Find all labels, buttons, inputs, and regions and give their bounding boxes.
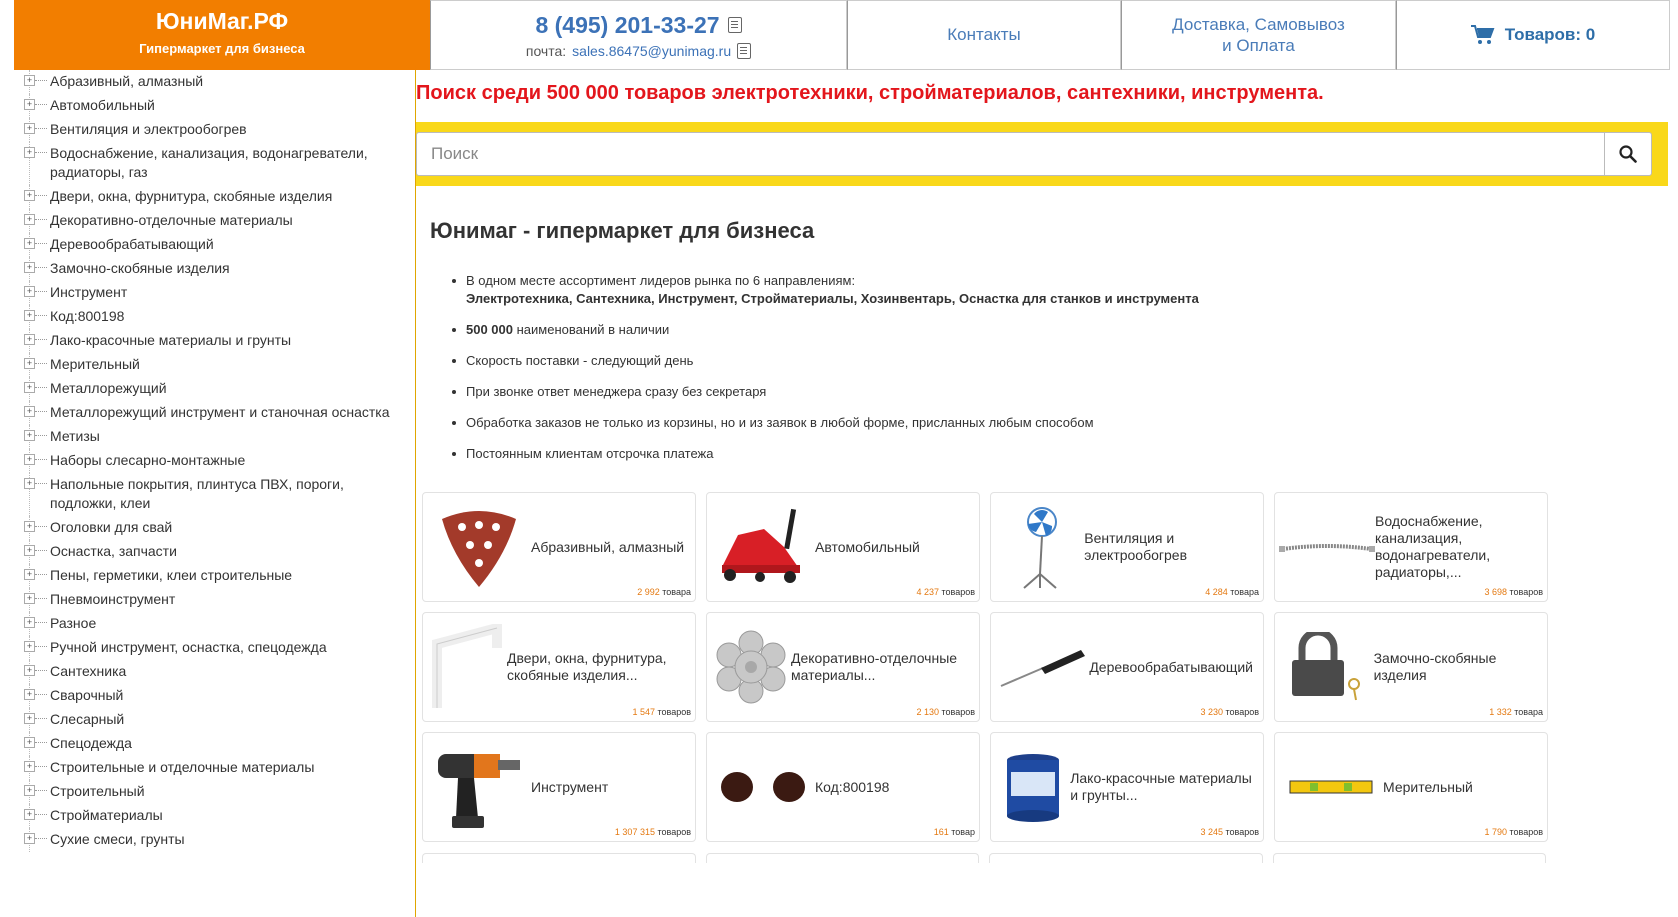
count-unit: товара — [662, 587, 691, 597]
tree-connector — [35, 550, 47, 551]
tree-connector — [35, 622, 47, 623]
tree-connector — [35, 742, 47, 743]
tree-connector — [35, 814, 47, 815]
benefit-item: Скорость поставки - следующий день — [466, 352, 1668, 370]
door-frame-icon — [427, 622, 507, 712]
category-card[interactable] — [1274, 732, 1548, 842]
tree-connector — [35, 152, 47, 153]
search-button[interactable] — [1604, 132, 1652, 176]
search-input[interactable] — [416, 132, 1604, 176]
category-card-count — [916, 707, 975, 717]
padlock-icon — [1279, 622, 1374, 712]
sidebar-item-label: Разное — [50, 615, 97, 631]
sidebar-item[interactable] — [14, 684, 415, 708]
count-unit: товаров — [1509, 827, 1543, 837]
logo-title: ЮниМаг.РФ — [155, 8, 289, 34]
category-card-count — [1489, 707, 1543, 717]
logo-subtitle: Гипермаркет для бизнеса — [139, 41, 305, 56]
mail-label: почта: — [525, 42, 567, 59]
sidebar-item-label: Абразивный, алмазный — [50, 73, 204, 89]
tree-connector — [35, 387, 47, 388]
header — [14, 0, 1678, 70]
category-card-title: Автомобильный — [815, 538, 920, 555]
sidebar-item[interactable] — [14, 70, 415, 94]
category-card-title: Мерительный — [1383, 778, 1473, 795]
expand-icon[interactable]: + — [24, 334, 35, 345]
contacts-link[interactable] — [847, 0, 1121, 70]
category-card[interactable] — [1273, 853, 1547, 863]
expand-icon[interactable]: + — [24, 593, 35, 604]
rosette-icon — [711, 622, 791, 712]
category-card-title: Деревообрабатывающий — [1089, 658, 1253, 675]
expand-icon[interactable]: + — [24, 123, 35, 134]
sidebar-item[interactable] — [14, 233, 415, 257]
sidebar-item[interactable] — [14, 449, 415, 473]
sidebar-item[interactable] — [14, 804, 415, 828]
sidebar-item-label: Наборы слесарно-монтажные — [50, 452, 246, 468]
category-card[interactable] — [1274, 492, 1548, 602]
expand-icon[interactable]: + — [24, 665, 35, 676]
sidebar-item[interactable] — [14, 708, 415, 732]
sidebar-item-label: Строительный — [50, 783, 145, 799]
tree-connector — [35, 363, 47, 364]
benefit-directions: Электротехника, Сантехника, Инструмент, Стройматериалы, Хозинвентарь, Оснастка для станков и инструмента — [466, 291, 1199, 306]
benefits-list — [430, 272, 1668, 463]
tree-connector — [35, 790, 47, 791]
category-card-title: Замочно-скобяные изделия — [1373, 650, 1497, 683]
sidebar-item-label: Декоративно-отделочные материалы — [50, 212, 293, 228]
tree-connector — [35, 339, 47, 340]
category-card-title: Декоративно-отделочные материалы... — [791, 650, 958, 683]
sidebar-item-label: Сварочный — [50, 687, 124, 703]
category-card-title: Инструмент — [531, 778, 609, 795]
category-card[interactable] — [706, 492, 980, 602]
sidebar-item[interactable] — [14, 588, 415, 612]
mail-link[interactable]: sales.86475@yunimag.ru — [572, 42, 732, 59]
sidebar-item[interactable] — [14, 660, 415, 684]
category-card-count — [615, 827, 691, 837]
sidebar-item-label: Сухие смеси, грунты — [50, 831, 185, 847]
sidebar-item[interactable] — [14, 118, 415, 142]
sidebar-item[interactable] — [14, 425, 415, 449]
expand-icon[interactable]: + — [24, 545, 35, 556]
delivery-label-line1: Доставка, Самовывоз — [1172, 15, 1345, 34]
tree-connector — [35, 291, 47, 292]
sidebar-item-label: Стройматериалы — [50, 807, 163, 823]
benefit-text: В одном месте ассортимент лидеров рынка по 6 направлениям: — [466, 273, 856, 288]
category-card[interactable] — [989, 853, 1263, 863]
delivery-label-line2: и Оплата — [1222, 36, 1295, 55]
benefit-count: 500 000 — [466, 322, 513, 337]
cart-button[interactable] — [1396, 0, 1670, 70]
tree-connector — [35, 694, 47, 695]
sidebar-item-label: Пены, герметики, клеи строительные — [50, 567, 293, 583]
category-tree — [14, 70, 416, 917]
sidebar-item-label: Вентиляция и электрообогрев — [50, 121, 247, 137]
count-unit: товар — [951, 827, 975, 837]
tree-connector — [35, 646, 47, 647]
tree-connector — [35, 670, 47, 671]
sidebar-item[interactable] — [14, 612, 415, 636]
hose-icon — [1279, 502, 1375, 592]
count-value: 3 245 — [1200, 827, 1223, 837]
expand-icon[interactable]: + — [24, 689, 35, 700]
search-icon — [1619, 145, 1637, 163]
sidebar-item-label: Инструмент — [50, 284, 128, 300]
sidebar-item-label: Металлорежущий — [50, 380, 167, 396]
category-grid-next-row — [422, 853, 1546, 863]
search-bar — [416, 122, 1668, 186]
sidebar-item-label: Строительные и отделочные материалы — [50, 759, 315, 775]
benefit-item — [466, 321, 1668, 339]
sidebar-item-label: Сантехника — [50, 663, 127, 679]
expand-icon[interactable]: + — [24, 521, 35, 532]
count-value: 2 130 — [916, 707, 939, 717]
expand-icon[interactable]: + — [24, 833, 35, 844]
tree-connector — [35, 574, 47, 575]
tree-connector — [35, 243, 47, 244]
benefit-item: Обработка заказов не только из корзины, но и из заявок в любой форме, присланных любым способом — [466, 414, 1668, 432]
tree-connector — [35, 219, 47, 220]
phone-number[interactable]: 8 (495) 201-33-27 — [535, 11, 720, 38]
count-unit: товаров — [1225, 827, 1259, 837]
count-value: 4 237 — [916, 587, 939, 597]
category-card[interactable] — [990, 732, 1264, 842]
count-value: 1 332 — [1489, 707, 1512, 717]
tree-connector — [35, 483, 47, 484]
benefit-item: Постоянным клиентам отсрочка платежа — [466, 445, 1668, 463]
sidebar-item[interactable] — [14, 281, 415, 305]
expand-icon[interactable]: + — [24, 190, 35, 201]
expand-icon[interactable]: + — [24, 214, 35, 225]
tree-connector — [35, 411, 47, 412]
category-card-title: Вентиляция и электрообогрев — [1084, 530, 1188, 563]
tree-connector — [35, 526, 47, 527]
count-value: 4 284 — [1205, 587, 1228, 597]
category-card-count — [632, 707, 691, 717]
expand-icon[interactable]: + — [24, 785, 35, 796]
main-content — [416, 70, 1668, 837]
tree-connector — [35, 838, 47, 839]
sidebar-item-label: Металлорежущий инструмент и станочная оснастка — [50, 404, 390, 420]
benefit-item: При звонке ответ менеджера сразу без секретаря — [466, 383, 1668, 401]
tree-connector — [35, 80, 47, 81]
intro — [416, 186, 1668, 463]
sidebar-item-label: Деревообрабатывающий — [50, 236, 214, 252]
tree-connector — [35, 718, 47, 719]
count-value: 1 790 — [1484, 827, 1507, 837]
expand-icon[interactable]: + — [24, 75, 35, 86]
count-unit: товаров — [657, 827, 691, 837]
sidebar-item-label: Водоснабжение, канализация, водонагреватели, радиаторы, газ — [50, 145, 368, 180]
count-unit: товара — [1230, 587, 1259, 597]
contacts-label: Контакты — [947, 25, 1021, 44]
category-card-title: Лако-красочные материалы и грунты... — [1070, 770, 1252, 803]
category-card-title: Код:800198 — [815, 778, 890, 795]
expand-icon[interactable]: + — [24, 454, 35, 465]
expand-icon[interactable]: + — [24, 478, 35, 489]
category-card[interactable] — [990, 612, 1264, 722]
count-value: 3 698 — [1484, 587, 1507, 597]
category-card-count — [1200, 707, 1259, 717]
category-card-title: Двери, окна, фурнитура, скобяные изделия... — [507, 650, 667, 683]
count-unit: товаров — [1225, 707, 1259, 717]
count-value: 3 230 — [1200, 707, 1223, 717]
benefit-item — [466, 272, 1668, 308]
tree-connector — [35, 128, 47, 129]
expand-icon[interactable]: + — [24, 430, 35, 441]
cart-icon — [1471, 25, 1495, 45]
sidebar-item[interactable] — [14, 94, 415, 118]
sidebar-item-label: Метизы — [50, 428, 100, 444]
page-title: Юнимаг - гипермаркет для бизнеса — [430, 218, 815, 243]
sidebar-item-label: Автомобильный — [50, 97, 155, 113]
sidebar-item-label: Код:800198 — [50, 308, 125, 324]
sidebar-item[interactable] — [14, 828, 415, 852]
count-value: 2 992 — [637, 587, 660, 597]
sidebar-item[interactable] — [14, 564, 415, 588]
category-card[interactable] — [422, 612, 696, 722]
paint-bucket-icon — [995, 742, 1070, 832]
count-unit: товаров — [941, 707, 975, 717]
sidebar-item-label: Замочно-скобяные изделия — [50, 260, 230, 276]
category-card-count — [1484, 587, 1543, 597]
sidebar-item[interactable] — [14, 257, 415, 281]
category-card[interactable] — [1274, 612, 1548, 722]
caps-icon — [711, 742, 815, 832]
tree-connector — [35, 267, 47, 268]
sidebar-item[interactable] — [14, 305, 415, 329]
sidebar-item-label: Пневмоинструмент — [50, 591, 176, 607]
sidebar-item[interactable] — [14, 732, 415, 756]
count-value: 161 — [933, 827, 949, 837]
category-card[interactable] — [422, 853, 696, 863]
sidebar-item[interactable] — [14, 516, 415, 540]
expand-icon[interactable]: + — [24, 737, 35, 748]
sidebar-item[interactable] — [14, 377, 415, 401]
expand-icon[interactable]: + — [24, 310, 35, 321]
expand-icon[interactable]: + — [24, 262, 35, 273]
expand-icon[interactable]: + — [24, 238, 35, 249]
fan-icon — [995, 502, 1084, 592]
expand-icon[interactable]: + — [24, 382, 35, 393]
category-card-count — [934, 827, 975, 837]
expand-icon[interactable]: + — [24, 617, 35, 628]
sidebar-item-label: Оголовки для свай — [50, 519, 173, 535]
sidebar-item-label: Спецодежда — [50, 735, 132, 751]
sidebar-item-label: Напольные покрытия, плинтуса ПВХ, пороги, подложки, клеи — [50, 476, 344, 511]
delivery-link[interactable] — [1121, 0, 1396, 70]
tree-connector — [35, 315, 47, 316]
drill-icon — [427, 742, 531, 832]
count-unit: товаров — [1509, 587, 1543, 597]
tree-connector — [35, 598, 47, 599]
logo[interactable] — [14, 0, 430, 70]
level-icon — [1279, 742, 1383, 832]
contact-block — [430, 0, 847, 70]
category-card[interactable] — [706, 732, 980, 842]
sidebar-item[interactable] — [14, 473, 415, 516]
copy-icon[interactable] — [737, 43, 751, 59]
abrasive-triangle-icon — [427, 502, 531, 592]
category-card[interactable] — [990, 492, 1264, 602]
expand-icon[interactable]: + — [24, 809, 35, 820]
sidebar-item[interactable] — [14, 756, 415, 780]
sidebar-item-label: Оснастка, запчасти — [50, 543, 177, 559]
sidebar-item[interactable] — [14, 780, 415, 804]
tree-connector — [35, 435, 47, 436]
sidebar-item-label: Ручной инструмент, оснастка, спецодежда — [50, 639, 327, 655]
benefit-text: наименований в наличии — [513, 322, 670, 337]
category-card-count — [916, 587, 975, 597]
expand-icon[interactable]: + — [24, 641, 35, 652]
category-card-count — [1205, 587, 1259, 597]
count-value: 1 547 — [632, 707, 655, 717]
expand-icon[interactable]: + — [24, 147, 35, 158]
category-grid — [422, 492, 1546, 842]
sidebar-item-label: Двери, окна, фурнитура, скобяные изделия — [50, 188, 333, 204]
category-card[interactable] — [706, 853, 980, 863]
expand-icon[interactable]: + — [24, 358, 35, 369]
category-card[interactable] — [706, 612, 980, 722]
tree-connector — [35, 104, 47, 105]
promo-headline: Поиск среди 500 000 товаров электротехники, стройматериалов, сантехники, инструмента. — [416, 82, 1324, 104]
count-value: 1 307 315 — [614, 827, 655, 837]
sidebar-item[interactable] — [14, 353, 415, 377]
sidebar-item[interactable] — [14, 329, 415, 353]
copy-icon[interactable] — [728, 17, 742, 33]
category-card-title: Водоснабжение, канализация, водонагреватели, радиаторы,... — [1375, 513, 1491, 580]
sidebar-item[interactable] — [14, 142, 415, 185]
sidebar-item-label: Лако-красочные материалы и грунты — [50, 332, 292, 348]
count-unit: товара — [1514, 707, 1543, 717]
tree-connector — [35, 766, 47, 767]
count-unit: товаров — [941, 587, 975, 597]
category-card-title: Абразивный, алмазный — [531, 538, 685, 555]
sidebar-item-label: Мерительный — [50, 356, 140, 372]
car-jack-icon — [711, 502, 815, 592]
sidebar-item[interactable] — [14, 185, 415, 209]
expand-icon[interactable]: + — [24, 761, 35, 772]
expand-icon[interactable]: + — [24, 713, 35, 724]
chisel-icon — [995, 622, 1089, 712]
tree-connector — [35, 195, 47, 196]
category-card-count — [1200, 827, 1259, 837]
category-card-count — [637, 587, 691, 597]
count-unit: товаров — [657, 707, 691, 717]
expand-icon[interactable]: + — [24, 569, 35, 580]
tree-connector — [35, 459, 47, 460]
sidebar-item-label: Слесарный — [50, 711, 125, 727]
category-card[interactable] — [422, 492, 696, 602]
expand-icon[interactable]: + — [24, 286, 35, 297]
expand-icon[interactable]: + — [24, 99, 35, 110]
category-card[interactable] — [422, 732, 696, 842]
sidebar-item[interactable] — [14, 636, 415, 660]
sidebar-item[interactable] — [14, 540, 415, 564]
cart-label: Товаров: 0 — [1504, 25, 1596, 44]
sidebar-item[interactable] — [14, 401, 415, 425]
expand-icon[interactable]: + — [24, 406, 35, 417]
sidebar-item[interactable] — [14, 209, 415, 233]
category-card-count — [1484, 827, 1543, 837]
